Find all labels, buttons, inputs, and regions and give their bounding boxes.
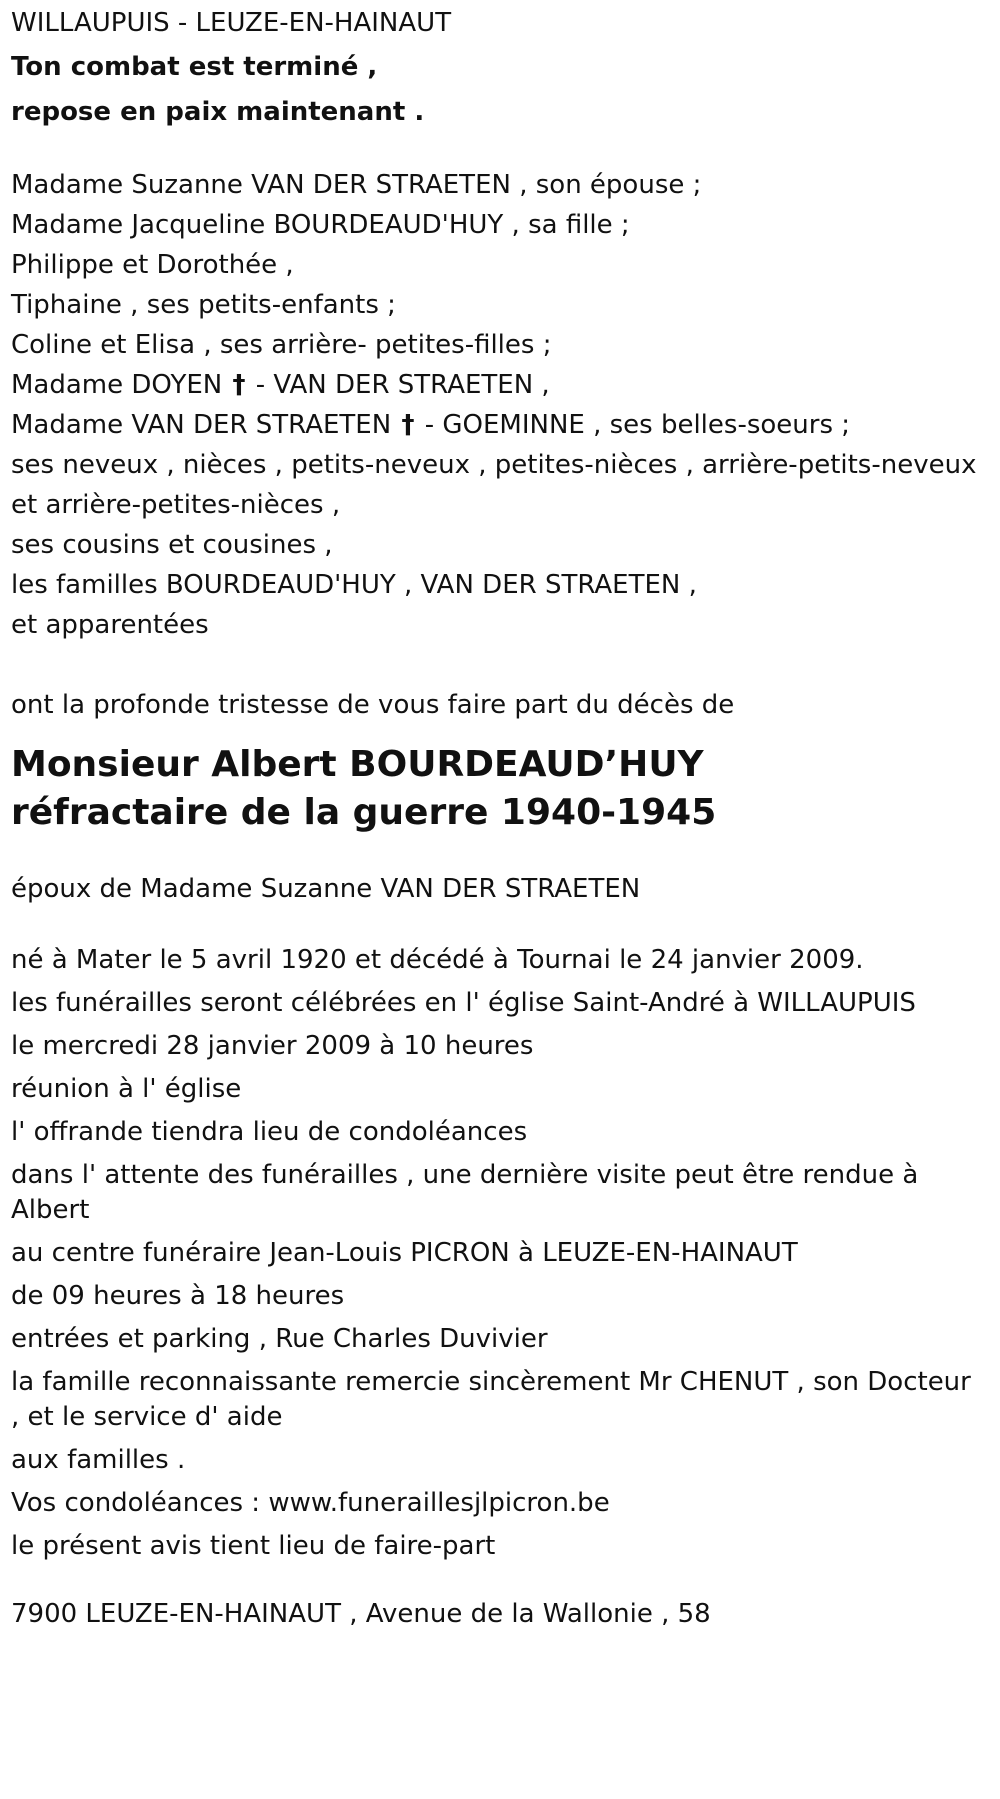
detail-line: l' offrande tiendra lieu de condoléances xyxy=(11,1117,528,1147)
cross-icon: † xyxy=(232,370,246,400)
family-line: les familles BOURDEAUD'HUY , VAN DER STRAETEN , xyxy=(11,570,697,600)
doyen-name: Madame DOYEN xyxy=(11,370,223,400)
detail-line: les funérailles seront célébrées en l' église Saint-André à WILLAUPUIS xyxy=(11,988,916,1018)
verse-line-2: repose en paix maintenant . xyxy=(11,97,425,127)
family-line: Philippe et Dorothée , xyxy=(11,250,294,280)
location-line: WILLAUPUIS - LEUZE-EN-HAINAUT xyxy=(11,8,452,38)
detail-line: dans l' attente des funérailles , une dernière visite peut être rendue à Albert xyxy=(11,1160,919,1225)
notice-header xyxy=(11,0,991,136)
announcement: ont la profonde tristesse de vous faire part du décès de xyxy=(11,690,735,720)
family-line: Tiphaine , ses petits-enfants ; xyxy=(11,290,396,320)
family-line: Coline et Elisa , ses arrière- petites-filles ; xyxy=(11,330,552,360)
death-notice xyxy=(11,0,991,1634)
spacer xyxy=(11,645,991,685)
detail-line: au centre funéraire Jean-Louis PICRON à LEUZE-EN-HAINAUT xyxy=(11,1238,798,1268)
family-line: Madame Jacqueline BOURDEAUD'HUY , sa fille ; xyxy=(11,210,630,240)
detail-line: le mercredi 28 janvier 2009 à 10 heures xyxy=(11,1031,534,1061)
family-line: ses neveux , nièces , petits-neveux , petites-nièces , arrière-petits-neveux xyxy=(11,450,977,480)
detail-line: de 09 heures à 18 heures xyxy=(11,1281,345,1311)
family-line: Madame Suzanne VAN DER STRAETEN , son épouse ; xyxy=(11,170,702,200)
detail-line: le présent avis tient lieu de faire-part xyxy=(11,1531,496,1561)
detail-line: la famille reconnaissante remercie sincèrement Mr CHENUT , son Docteur , et le service d' aide xyxy=(11,1367,971,1432)
deceased-title: réfractaire de la guerre 1940-1945 xyxy=(11,792,717,833)
details-list xyxy=(11,939,991,1568)
detail-line: né à Mater le 5 avril 1920 et décédé à Tournai le 24 janvier 2009. xyxy=(11,945,864,975)
address-line: 7900 LEUZE-EN-HAINAUT , Avenue de la Wallonie , 58 xyxy=(11,1599,711,1629)
family-line-goeminne xyxy=(11,405,991,445)
family-line: et apparentées xyxy=(11,610,209,640)
spouse-line: époux de Madame Suzanne VAN DER STRAETEN xyxy=(11,874,641,904)
family-line: et arrière-petites-nièces , xyxy=(11,490,341,520)
detail-line: aux familles . xyxy=(11,1445,186,1475)
family-line-doyen xyxy=(11,365,991,405)
goeminne-rest: - GOEMINNE , ses belles-soeurs ; xyxy=(424,410,851,440)
family-line: ses cousins et cousines , xyxy=(11,530,333,560)
deceased-heading xyxy=(11,741,991,837)
family-list xyxy=(11,165,991,645)
detail-line: réunion à l' église xyxy=(11,1074,242,1104)
detail-line: Vos condoléances : www.funeraillesjlpicron.be xyxy=(11,1488,610,1518)
goeminne-name: Madame VAN DER STRAETEN xyxy=(11,410,392,440)
cross-icon: † xyxy=(401,410,415,440)
verse-line-1: Ton combat est terminé , xyxy=(11,52,378,82)
detail-line: entrées et parking , Rue Charles Duvivier xyxy=(11,1324,548,1354)
deceased-name: Monsieur Albert BOURDEAUD’HUY xyxy=(11,744,704,785)
doyen-rest: - VAN DER STRAETEN , xyxy=(255,370,550,400)
